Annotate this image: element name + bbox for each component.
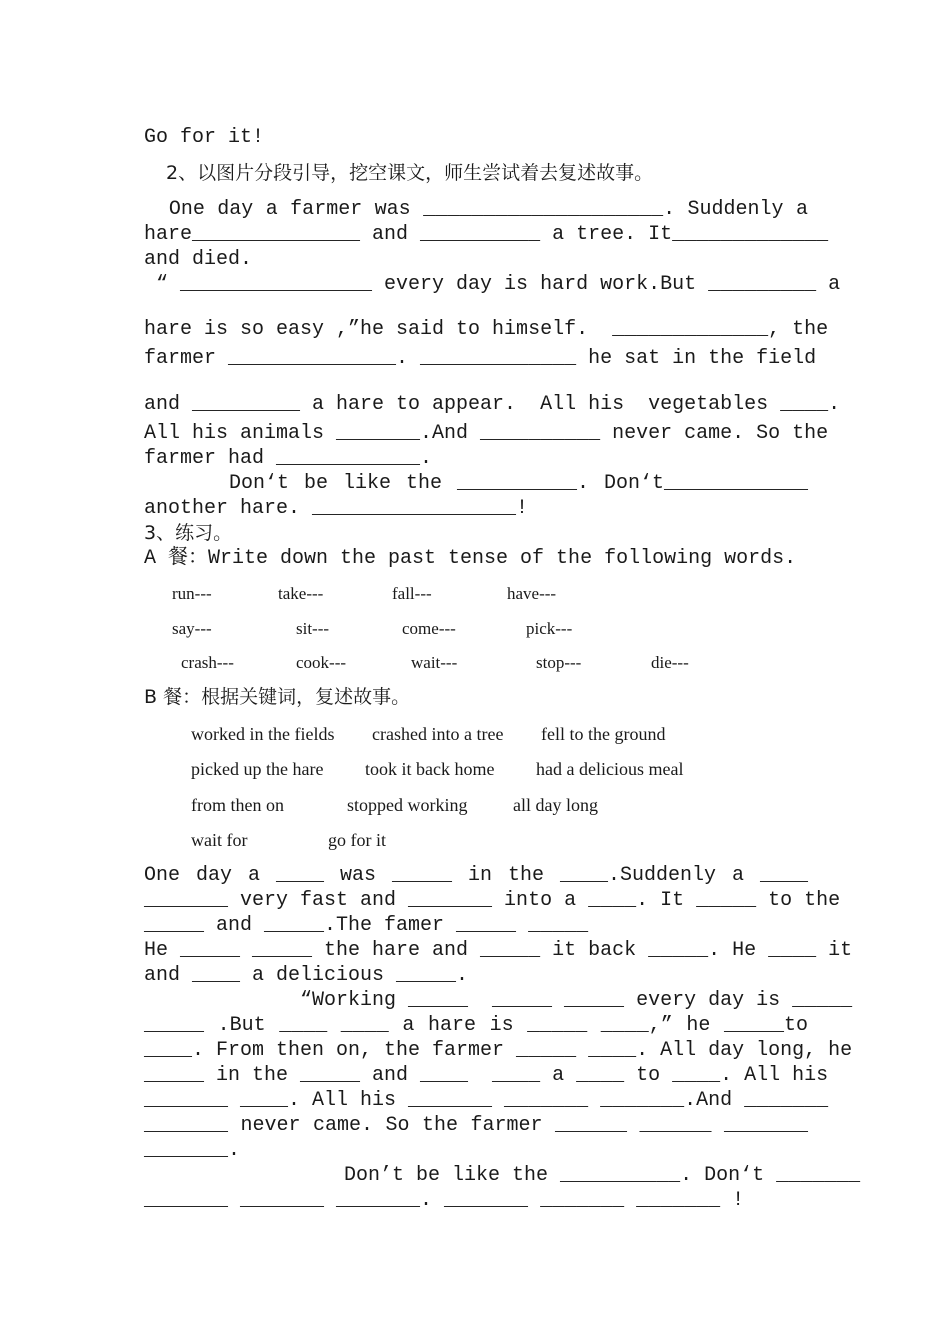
story1-line: “ ________________ every day is hard work.But _________ a	[144, 273, 841, 296]
word-item: come---	[402, 619, 456, 638]
section-3-heading: 3、练习。	[144, 522, 233, 544]
story2-line: _______ _______ _______. _______ _______ _______ !	[144, 1189, 745, 1212]
word-item: stop---	[536, 653, 582, 672]
story2-line: _______ ____. All his _______ _______ _______.And _______	[144, 1089, 829, 1112]
keyword-phrase: go for it	[328, 830, 386, 850]
word-item: have---	[507, 584, 557, 603]
keyword-phrase: stopped working	[347, 795, 468, 815]
word-item: crash---	[181, 653, 234, 672]
story1-line: another hare. _________________!	[144, 497, 529, 520]
word-item: take---	[278, 584, 324, 603]
keyword-phrase: wait for	[191, 830, 248, 850]
exercise-b-label: B 餐：根据关键词，复述故事。	[144, 686, 411, 708]
keyword-phrase: from then on	[191, 795, 284, 815]
story2-line: ____. From then on, the farmer _____ ____. All day long, he	[144, 1039, 853, 1062]
story1-line: farmer ______________. _____________ he sat in the field	[144, 347, 817, 370]
word-item: sit---	[296, 619, 330, 638]
story2-line: _______ never came. So the farmer ______ ______ _______	[144, 1114, 808, 1137]
story1-line: hare is so easy ,”he said to himself. _____________, the	[144, 318, 829, 341]
story1-line: All his animals _______.And __________ never came. So the	[144, 422, 829, 445]
keyword-phrase: had a delicious meal	[536, 759, 684, 779]
word-item: die---	[651, 653, 689, 672]
story2-line: He _____ _____ the hare and _____ it back _____. He ____ it	[144, 939, 853, 962]
story1-line: and died.	[144, 248, 253, 271]
keyword-phrase: picked up the hare	[191, 759, 324, 779]
story1-line: and _________ a hare to appear. All his vegetables ____.	[144, 393, 841, 416]
word-item: fall---	[392, 584, 432, 603]
story1-line: Don‘t be like the __________. Don‘t____________	[199, 472, 808, 495]
keyword-phrase: crashed into a tree	[372, 724, 504, 744]
keyword-phrase: worked in the fields	[191, 724, 335, 744]
story1-line: One day a farmer was ____________________. Suddenly a	[144, 198, 808, 221]
exercise-a-label: A 餐：Write down the past tense of the following words.	[144, 547, 797, 570]
story2-line: Don’t be like the __________. Don‘t _______	[272, 1164, 861, 1187]
word-item: pick---	[526, 619, 573, 638]
story2-line: _____ and _____.The famer _____ _____	[144, 914, 589, 937]
story2-line: _____ in the _____ and ____ ____ a ____ to ____. All his	[144, 1064, 829, 1087]
word-item: cook---	[296, 653, 347, 672]
word-item: wait---	[411, 653, 458, 672]
word-item: say---	[172, 619, 212, 638]
keyword-phrase: took it back home	[365, 759, 495, 779]
word-item: run---	[172, 584, 212, 603]
story2-line: _____ .But ____ ____ a hare is _____ ____,” he _____to	[144, 1014, 808, 1037]
story1-line: farmer had ____________.	[144, 447, 433, 470]
keyword-phrase: all day long	[513, 795, 598, 815]
section-2-heading: 2、以图片分段引导，挖空课文，师生尝试着去复述故事。	[166, 162, 654, 184]
story2-line: _______ very fast and _______ into a ____. It _____ to the	[144, 889, 841, 912]
story2-line: _______.	[144, 1139, 241, 1162]
story2-line: and ____ a delicious _____.	[144, 964, 469, 987]
story2-line: “Working _____ _____ _____ every day is _____	[240, 989, 853, 1012]
keyword-phrase: fell to the ground	[541, 724, 666, 744]
go-for-it-line: Go for it!	[144, 126, 265, 149]
story2-line: One day a ____ was _____ in the ____.Suddenly a ____	[144, 864, 808, 887]
story1-line: hare______________ and __________ a tree. It_____________	[144, 223, 829, 246]
